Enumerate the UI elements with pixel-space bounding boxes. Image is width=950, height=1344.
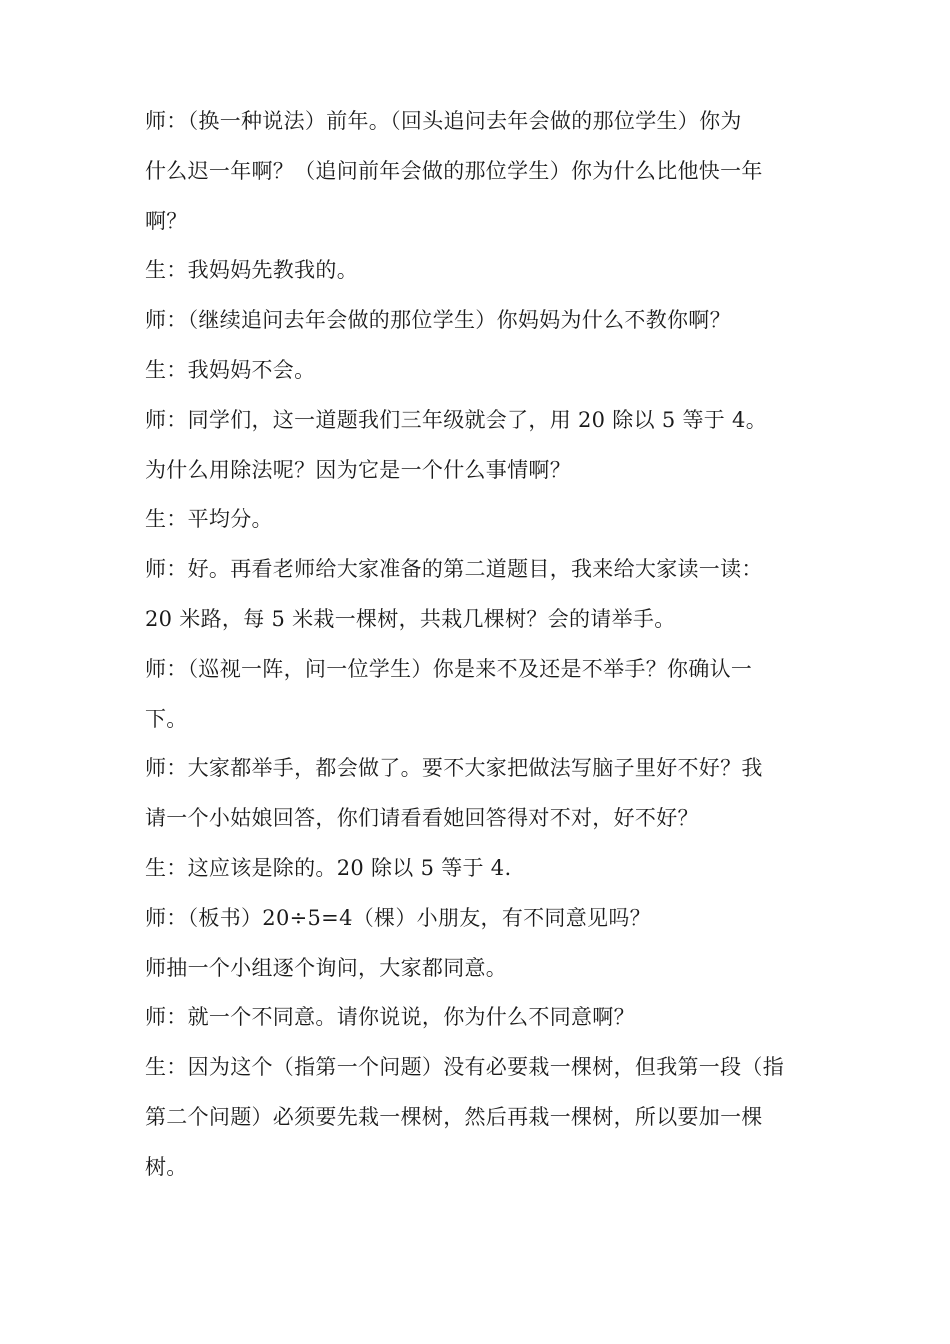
text-line: 师：（换一种说法）前年。（回头追问去年会做的那位学生）你为: [145, 109, 742, 133]
text-line: 树。: [145, 1154, 188, 1179]
text-line: 第二个问题）必须要先栽一棵树，然后再栽一棵树，所以要加一棵: [145, 1104, 763, 1129]
text-line: 师：（巡视一阵，问一位学生）你是来不及还是不举手？你确认一: [145, 656, 753, 681]
text-line: 下。: [145, 706, 188, 731]
text-line: 什么迟一年啊？（追问前年会做的那位学生）你为什么比他快一年: [145, 158, 763, 183]
text-line: 生：这应该是除的。20 除以 5 等于 4.: [145, 855, 512, 880]
text-line: 为什么用除法呢？因为它是一个什么事情啊？: [145, 457, 571, 482]
text-line: 师：大家都举手，都会做了。要不大家把做法写脑子里好不好？我: [145, 756, 763, 781]
text-line: 20 米路，每 5 米栽一棵树，共栽几棵树？会的请举手。: [145, 606, 676, 631]
text-line: 请一个小姑娘回答，你们请看看她回答得对不对，好不好？: [145, 806, 699, 831]
text-line: 师：（继续追问去年会做的那位学生）你妈妈为什么不教你啊？: [145, 308, 731, 333]
text-line: 生：平均分。: [145, 507, 273, 532]
text-line: 师：好。再看老师给大家准备的第二道题目，我来给大家读一读：: [145, 557, 763, 582]
text-line: 生：我妈妈先教我的。: [145, 258, 358, 283]
text-line: 生：因为这个（指第一个问题）没有必要栽一棵树，但我第一段（指: [145, 1055, 784, 1080]
text-line: 啊？: [145, 208, 188, 233]
text-line: 生：我妈妈不会。: [145, 357, 316, 382]
text-line: 师抽一个小组逐个询问，大家都同意。: [145, 955, 508, 980]
text-line: 师：同学们，这一道题我们三年级就会了，用 20 除以 5 等于 4。: [145, 407, 768, 432]
text-line: 师：就一个不同意。请你说说，你为什么不同意啊？: [145, 1005, 635, 1030]
text-line: 师：（板书）20÷5=4（棵）小朋友，有不同意见吗？: [145, 905, 651, 930]
document-body: [145, 97, 817, 1193]
